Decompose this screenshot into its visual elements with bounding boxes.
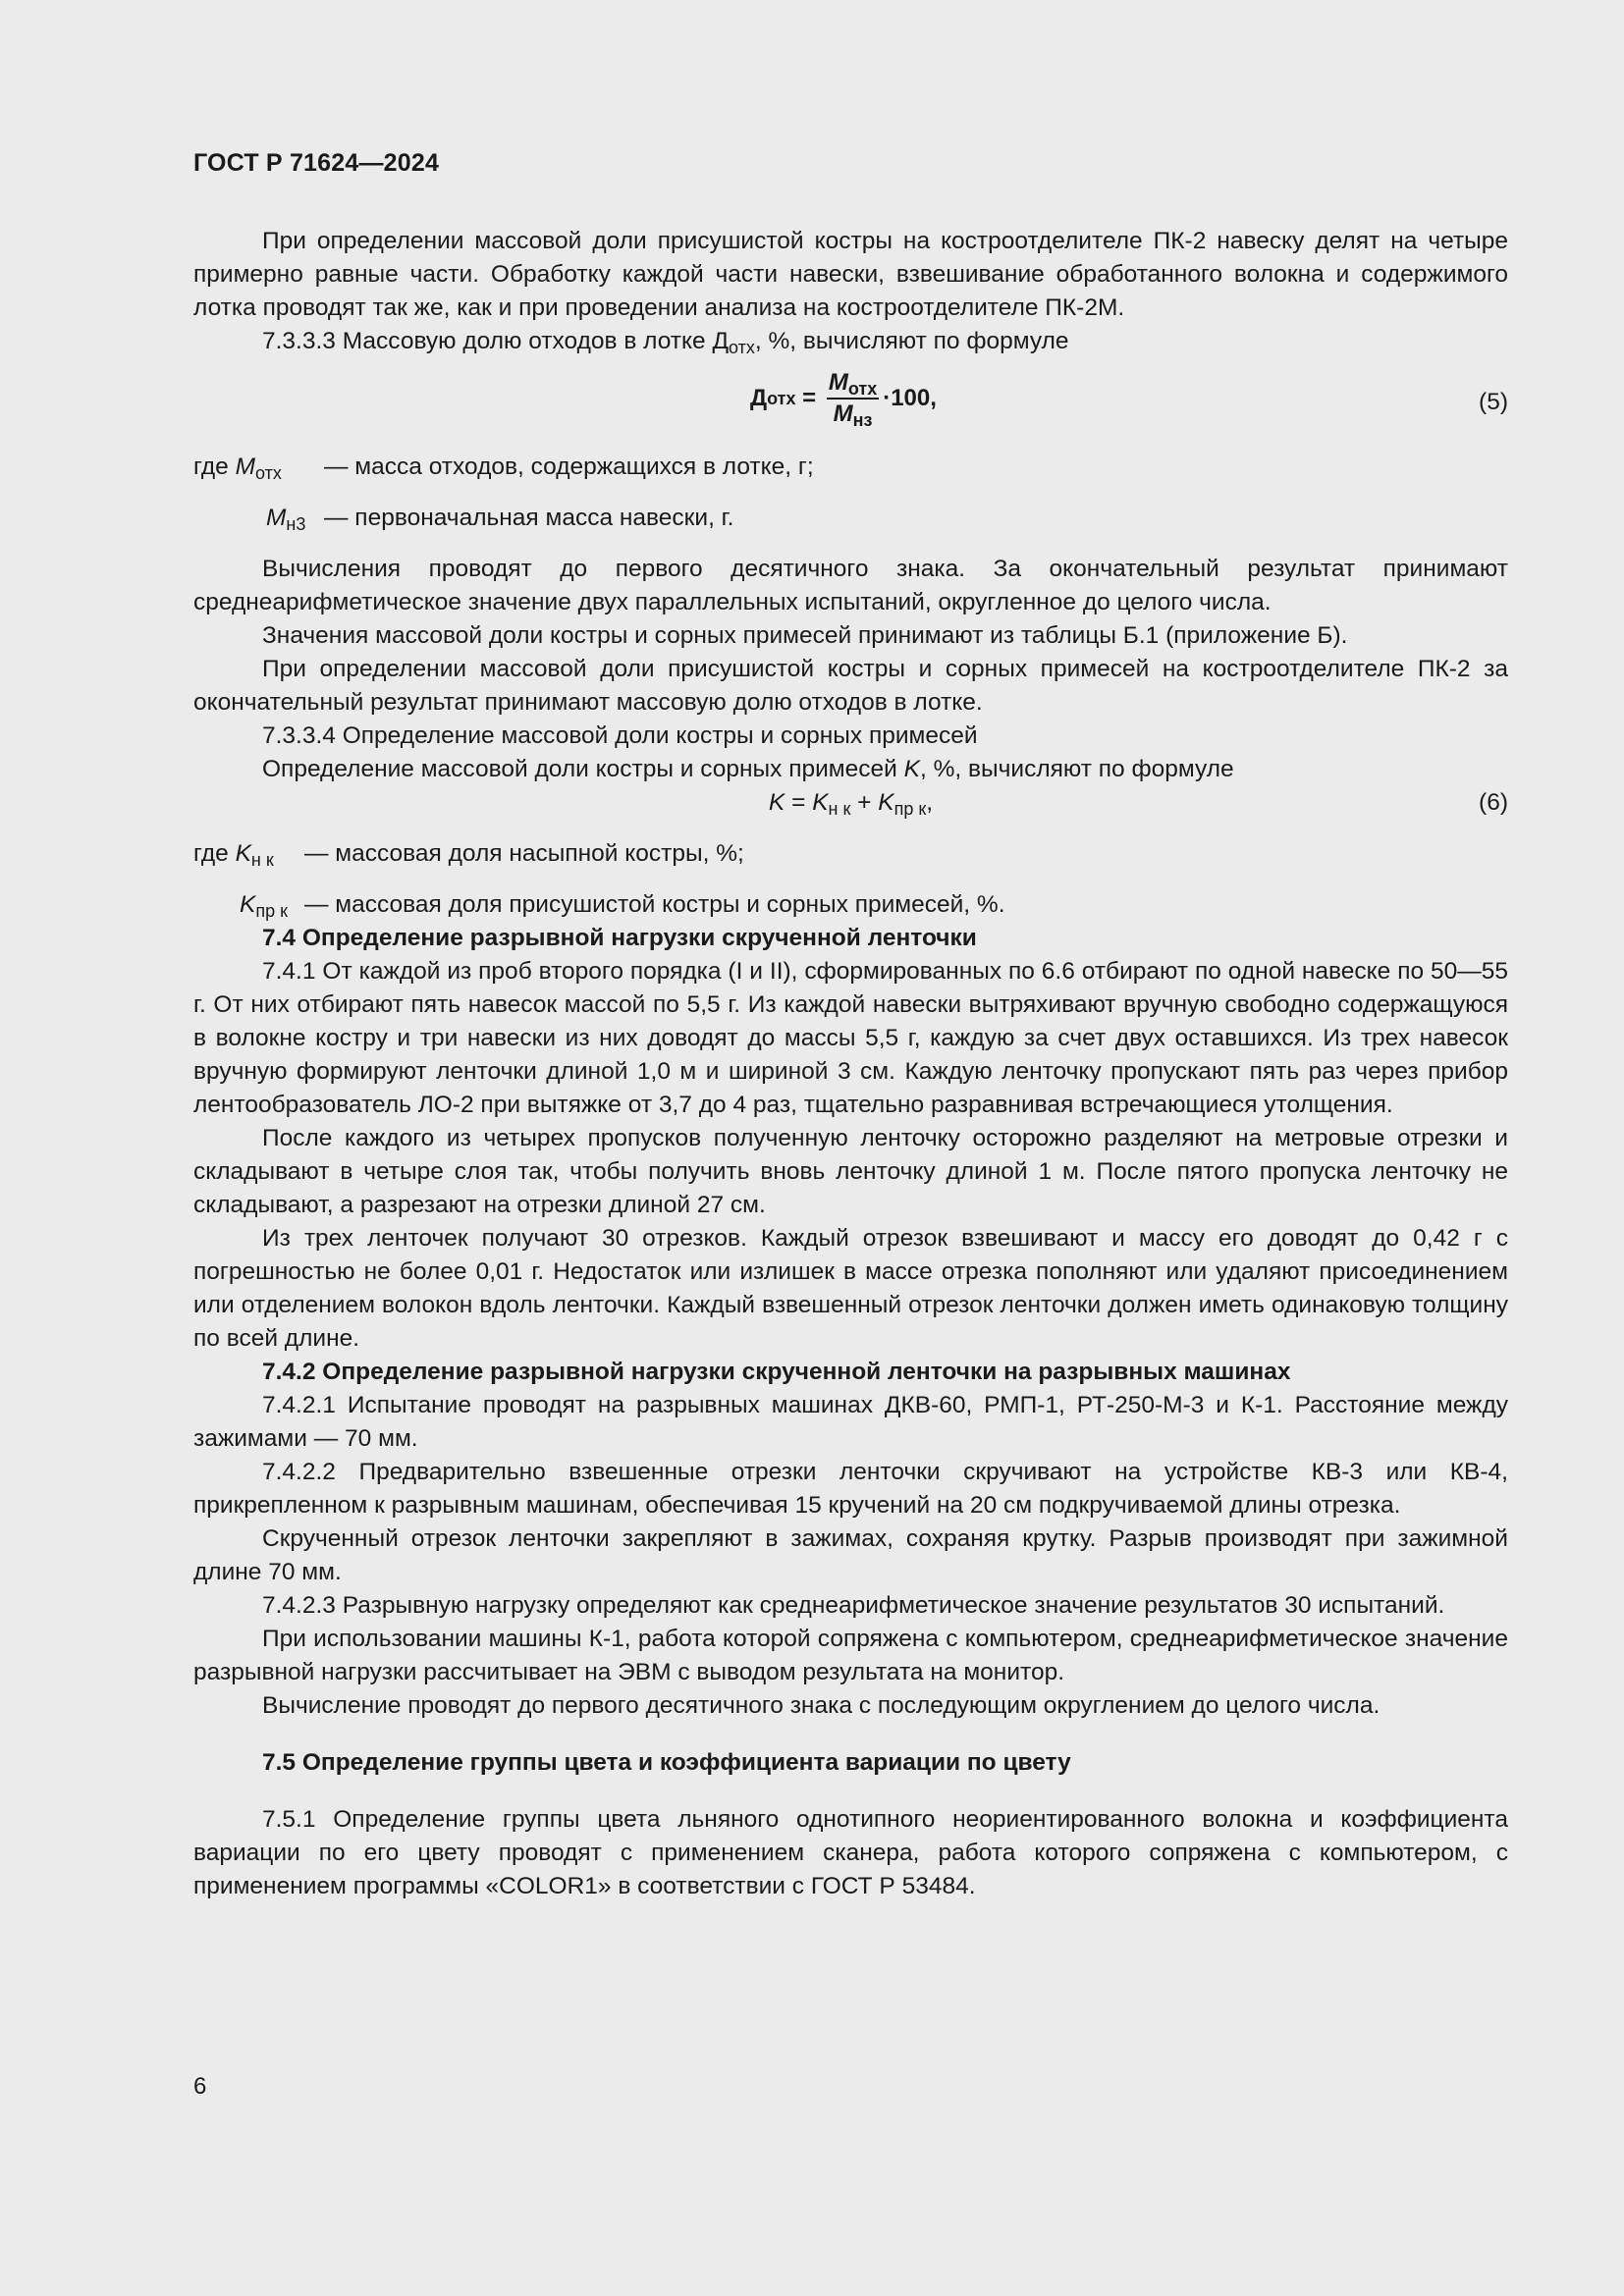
formula-6 bbox=[193, 786, 1508, 820]
paragraph: 7.3.3.4 Определение массовой доли костры и сорных примесей bbox=[262, 722, 978, 749]
page-number: 6 bbox=[193, 2073, 207, 2100]
document-body bbox=[193, 225, 1508, 1903]
paragraph: 7.4.2.1 Испытание проводят на разрывных машинах ДКВ-60, РМП-1, РТ-250-М-3 и К-1. Расстояние между зажимами — 70 мм. bbox=[193, 1392, 1508, 1452]
paragraph: При использовании машины К-1, работа которой сопряжена с компьютером, среднеарифметическое значение разрывной нагрузки рассчитывает на ЭВМ с выводом результата на монитор. bbox=[193, 1626, 1508, 1685]
document-header: ГОСТ Р 71624—2024 bbox=[193, 149, 440, 177]
paragraph: Определение массовой доли костры и сорных примесей K, %, вычисляют по формуле bbox=[262, 756, 1234, 782]
paragraph: Вычисления проводят до первого десятичного знака. За окончательный результат принимают среднеарифметическое значение двух параллельных испытаний, округленное до целого числа. bbox=[193, 556, 1508, 615]
where-line: $M_{н3}$ — первоначальная масса навески, г. bbox=[266, 505, 734, 534]
section-heading: 7.4 Определение разрывной нагрузки скрученной ленточки bbox=[262, 925, 977, 951]
paragraph: 7.3.3.3 Массовую долю отходов в лотке $Д_{отх}$, %, вычисляют по формуле bbox=[262, 328, 1069, 357]
paragraph: 7.5.1 Определение группы цвета льняного однотипного неориентированного волокна и коэффициента вариации по его цвету проводят с применением сканера, работа которого сопряжена с компьютером, с применением программы «COLOR1» в соответствии с ГОСТ Р 53484. bbox=[193, 1806, 1508, 1899]
paragraph: Скрученный отрезок ленточки закрепляют в зажимах, сохраняя крутку. Разрыв производят при зажимной длине 70 мм. bbox=[193, 1525, 1508, 1585]
paragraph: Из трех ленточек получают 30 отрезков. Каждый отрезок взвешивают и массу его доводят до 0,42 г с погрешностью не более 0,01 г. Недостаток или излишек в массе отрезка пополняют или удаляют присоединением или отделением волокон вдоль ленточки. Каждый взвешенный отрезок ленточки должен иметь одинаковую толщину по всей длине. bbox=[193, 1225, 1508, 1352]
paragraph: При определении массовой доли присушистой костры и сорных примесей на костроотделителе ПК-2 за окончательный результат принимают массовую долю отходов в лотке. bbox=[193, 656, 1508, 716]
paragraph: Значения массовой доли костры и сорных примесей принимают из таблицы Б.1 (приложение Б). bbox=[262, 622, 1348, 649]
formula-5-expression: Д отх = $\frac{M_{отх}}{M_{нз}}$ ·100, bbox=[750, 369, 937, 430]
where-line: $K_{пр к}$ — массовая доля присушистой костры и сорных примесей, %. bbox=[240, 891, 1005, 921]
section-heading: 7.4.2 Определение разрывной нагрузки скрученной ленточки на разрывных машинах bbox=[262, 1359, 1291, 1385]
paragraph: При определении массовой доли присушистой костры на костроотделителе ПК-2 навеску делят на четыре примерно равные части. Обработку каждой части навески, взвешивание обработанного волокна и содержимого лотка проводят так же, как и при проведении анализа на костроотделителе ПК-2М. bbox=[193, 228, 1508, 321]
paragraph: 7.4.1 От каждой из проб второго порядка (I и II), сформированных по 6.6 отбирают по одной навеске по 50—55 г. От них отбирают пять навесок массой по 5,5 г. Из каждой навески вытряхивают вручную свободно содержащуюся в волокне костру и три навески из них доводят до массы 5,5 г, каждую за счет двух оставшихся. Из трех навесок вручную формируют ленточки длиной 1,0 м и шириной 3 см. Каждую ленточку пропускают пять раз через прибор лентообразователь ЛО-2 при вытяжке от 3,7 до 4 раз, тщательно разравнивая встречающиеся утолщения. bbox=[193, 958, 1508, 1118]
formula-5 bbox=[193, 364, 1508, 433]
formula-6-expression: $K = K_{н к} + K_{пр к}$, bbox=[768, 789, 934, 819]
paragraph: 7.4.2.2 Предварительно взвешенные отрезки ленточки скручивают на устройстве КВ-3 или КВ-4, прикрепленном к разрывным машинам, обеспечивая 15 кручений на 20 см подкручиваемой длины отрезка. bbox=[193, 1459, 1508, 1519]
where-line: где $K_{н к}$ — массовая доля насыпной костры, %; bbox=[193, 840, 744, 870]
paragraph: Вычисление проводят до первого десятичного знака с последующим округлением до целого числа. bbox=[262, 1692, 1380, 1719]
paragraph: После каждого из четырех пропусков полученную ленточку осторожно разделяют на метровые отрезки и складывают в четыре слоя так, чтобы получить вновь ленточку длиной 1 м. После пятого пропуска ленточку не складывают, а разрезают на отрезки длиной 27 см. bbox=[193, 1125, 1508, 1218]
section-heading: 7.5 Определение группы цвета и коэффициента вариации по цвету bbox=[262, 1749, 1071, 1776]
formula-number: (6) bbox=[1479, 789, 1508, 816]
paragraph: 7.4.2.3 Разрывную нагрузку определяют как среднеарифметическое значение результатов 30 испытаний. bbox=[262, 1592, 1445, 1619]
formula-number: (5) bbox=[1479, 389, 1508, 415]
where-line: где $M_{отх}$ — масса отходов, содержащихся в лотке, г; bbox=[193, 454, 814, 483]
fraction: $\frac{M_{отх}}{M_{нз}}$ bbox=[828, 369, 878, 430]
